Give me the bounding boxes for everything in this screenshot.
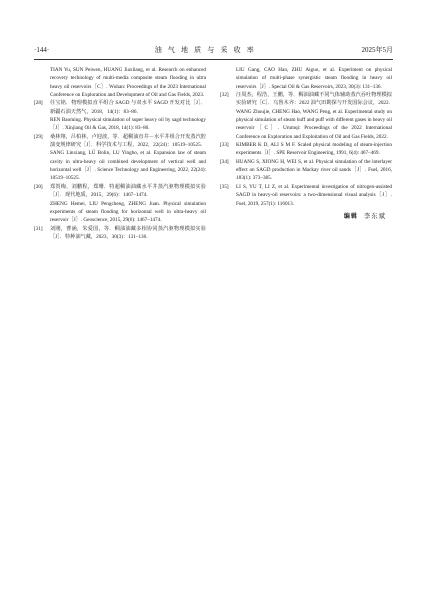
running-header [34, 44, 393, 56]
reference-item [220, 91, 392, 141]
reference-text: WANG Zhoujie, CHENG Hao, WANG Peng, et al. Experimental study on physical simulation of steam huff and puff with different gases in heavy oil reservoir［C］. Urumqi: Proceedings of the 2022 International Conference on Exploration and Exploitation of Oil and Gas Fields, 2022. [236, 108, 392, 140]
reference-number: [31] [34, 225, 43, 232]
reference-text: ZHENG Hemei, LIU Pengcheng, ZHENG Juan. Physical simulation experiments of steam flooding for horizontal well in ultra-heavy oil reservoir［J］. Geoscience, 2015, 29(6): 1467–1474. [50, 200, 206, 224]
reference-number: [34] [220, 158, 229, 165]
editor-label: 编辑 [343, 212, 358, 220]
references-left-column [34, 66, 206, 241]
reference-number: [29] [34, 133, 43, 140]
reference-text: LIU Gang, CAO Han, ZHU Aiguo, et al. Experiment on physical simulation of multi-phase synergistic steam flooding in heavy oil reservoirs［J］. Special Oil & Gas Reservoirs, 2023, 30(3): 131–136. [236, 67, 392, 90]
reference-item [34, 133, 206, 183]
editor-name: 李东斌 [363, 212, 386, 220]
reference-number: [28] [34, 100, 43, 107]
reference-text: SANG Linxiang, LÜ Bolin, LU Yingbo, et al. Expansion law of steam cavity in ultra-heavy oil combined development of vertical well and horizontal well［J］. Science Technology and Engineering, 2022, 22(24): 10519–10525. [50, 150, 206, 182]
reference-item [34, 99, 206, 132]
reference-text: 汪周杰，程浩，王鹏，等．稠油油藏不同气体辅助蒸汽吞吐物理模拟实验研究［C］．乌鲁木齐：2022 油气田勘探与开发国际会议，2022. [236, 92, 392, 107]
issue-date: 2025年5月 [361, 46, 393, 54]
reference-number: [35] [220, 183, 229, 190]
reference-item [34, 66, 206, 99]
reference-text: REN Baoming. Physical simulation of super heavy oil by sagd technology［J］. Xinjiang Oil & Gas, 2018, 14(1): 83–86. [50, 117, 206, 132]
reference-text: 桑林翔，吕柏林，卢迎波，等．超稠油直井－水平井组合开发蒸汽腔演变规律研究［J］．科学技术与工程，2022，22(24)：10519–10525. [50, 133, 206, 149]
reference-number: [32] [220, 92, 229, 99]
reference-text: 任宝铭．物理模拟直平组合 SAGD 与双水平 SAGD 开发对比［J］．新疆石油天然气，2018，14(1)：83–86. [50, 100, 206, 115]
reference-number: [30] [34, 183, 43, 190]
references-right-column [220, 66, 392, 221]
reference-text: 刘刚，曹涵，朱爱国，等．稠油油藏多相协同蒸汽驱物理模拟实验［J］．特种油气藏，2023，30(3)：131–136. [50, 225, 206, 240]
reference-item [220, 183, 392, 208]
reference-item [34, 183, 206, 225]
header-rule [34, 59, 393, 60]
reference-item [220, 158, 392, 183]
reference-item [220, 66, 392, 91]
reference-text: 郑贺梅，刘鹏程，郑珊．特超稠油油藏水平井蒸汽驱物理模拟实验［J］．现代地质，2015，29(6)：1467–1474. [50, 183, 206, 199]
reference-text: LI S, YU T, LI Z, et al. Experimental investigation of nitrogen-assisted SAGD in heavy-oil reservoirs: a two-dimensional visual analysis［J］. Fuel, 2019, 257(1): 116013. [236, 183, 392, 207]
reference-text: KIMBER K D, ALI S M F. Scaled physical modeling of steam-injection experiments［J］. SPE Reservoir Engineering, 1991, 6(4): 467–469. [236, 142, 392, 157]
reference-item [34, 225, 206, 242]
reference-item [220, 141, 392, 158]
reference-number: [33] [220, 142, 229, 149]
reference-text: TIAN Yu, SUN Peiwen, HUANG Jiaxliang, et al. Research on enhanced recovery technology of multi-media composite steam flooding in ultra heavy oil reservoirs［C］. Wuhan: Proceedings of the 2023 International Conference on Exploration and Development of Oil and Gas Fields, 2023. [50, 67, 206, 99]
page-number: ·144· [34, 46, 50, 54]
editor-credit [220, 213, 392, 221]
journal-title: 油 气 地 质 与 采 收 率 [154, 46, 256, 54]
reference-text: HUANG S, XIONG H, WEI S, et al. Physical simulation of the interlayer effect on SAGD production in Mackay river oil sands［J］. Fuel, 2016, 183(1): 373–385. [236, 158, 392, 182]
